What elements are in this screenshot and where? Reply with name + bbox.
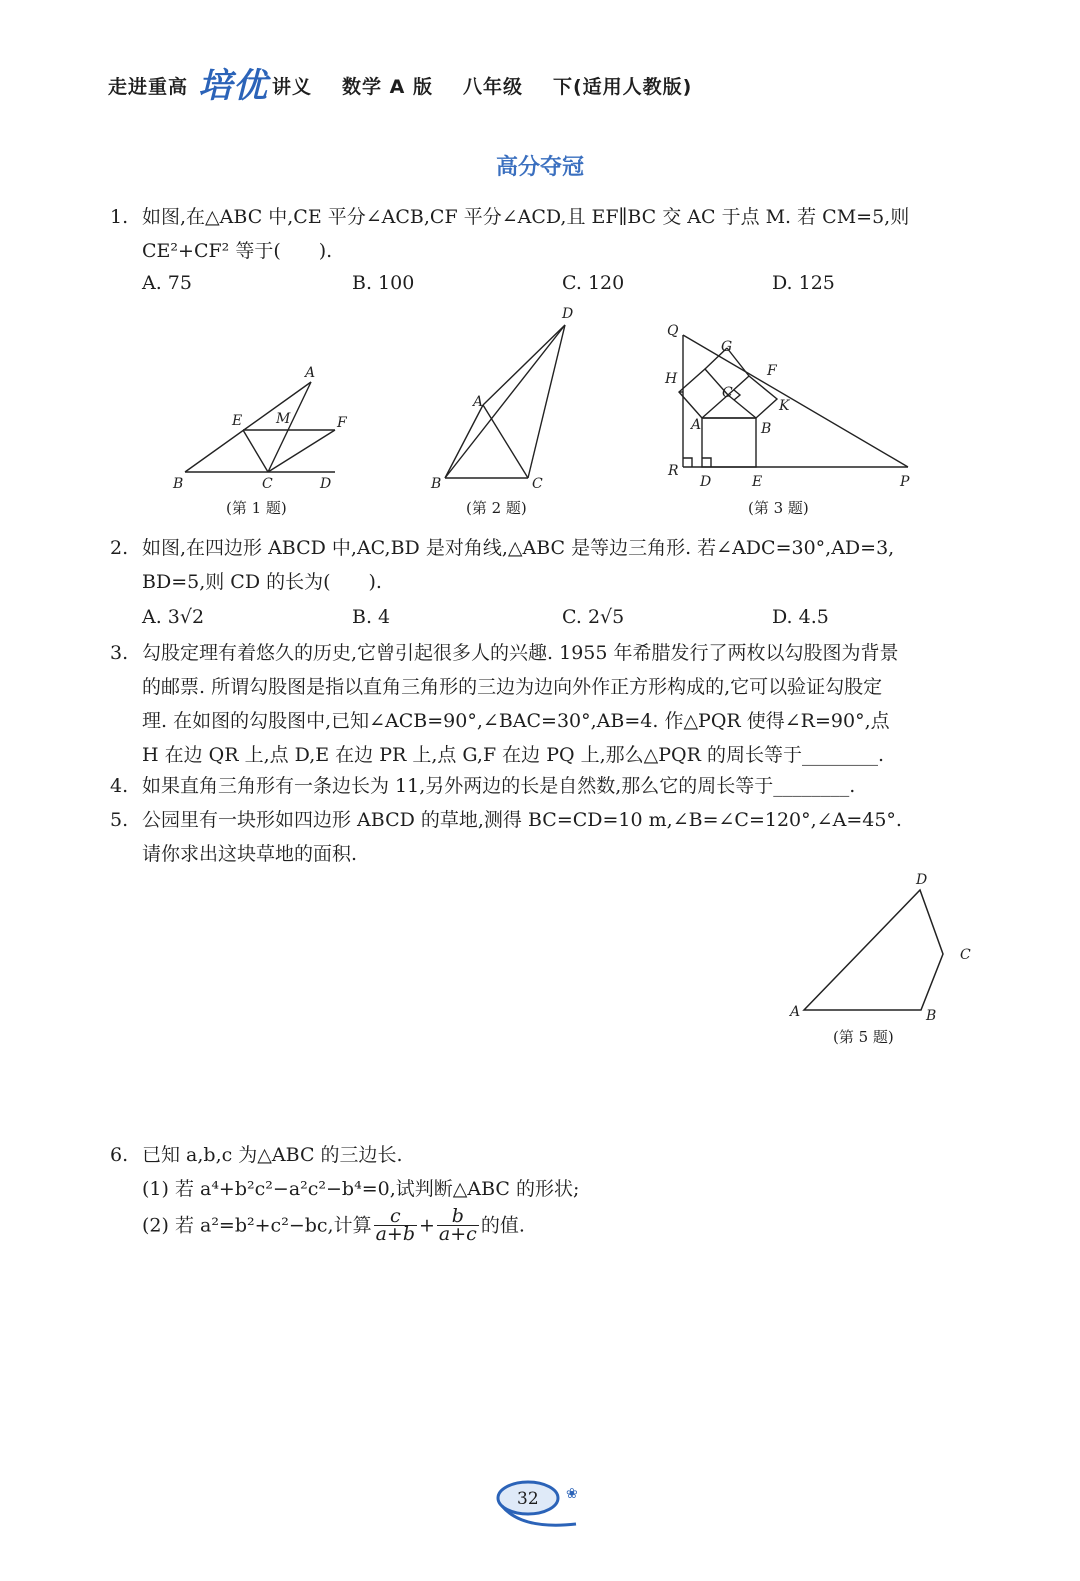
figure-3-caption: (第 3 题) (748, 499, 809, 517)
section-title: 高分夺冠 (495, 155, 584, 180)
fig3-label-p: P (900, 474, 910, 490)
page-badge-ornament (492, 1478, 592, 1534)
fig1-label-m: M (276, 411, 291, 427)
q3-line1: 勾股定理有着悠久的历史,它曾引起很多人的兴趣. 1955 年希腊发行了两枚以勾股图为背景 (142, 642, 899, 664)
q3-line2: 的邮票. 所谓勾股图是指以直角三角形的三边为边向外作正方形构成的,它可以验证勾股定 (142, 676, 883, 698)
fig2-label-b: B (431, 476, 442, 492)
question-2 (110, 531, 894, 599)
q1-line2: CE²+CF² 等于( ). (142, 240, 333, 262)
fig2-label-d: D (562, 306, 574, 322)
q6-frac2-denominator: a+c (438, 1223, 477, 1245)
q6-part2-post: 的值. (480, 1214, 525, 1237)
page-number-badge (492, 1478, 592, 1538)
q6-line1: 已知 a,b,c 为△ABC 的三边长. (142, 1144, 403, 1166)
header-subject: 数学 A 版 (342, 76, 433, 98)
fig5-label-d: D (916, 872, 928, 888)
fig2-label-c: C (532, 476, 543, 492)
fig3-label-q: Q (667, 323, 679, 339)
page-number: 32 (517, 1489, 539, 1509)
q2-option-a: A. 3√2 (142, 606, 205, 628)
q5-number: 5. (110, 809, 129, 831)
q6-part2 (142, 1205, 525, 1245)
header-series: 讲义 (272, 76, 313, 98)
fig3-label-f: F (767, 363, 777, 379)
fig1-label-c: C (262, 476, 273, 492)
q5-line2: 请你求出这块草地的面积. (142, 843, 358, 865)
q4-number: 4. (110, 775, 129, 797)
q6-frac2-numerator: b (437, 1208, 479, 1226)
q2-line2: BD=5,则 CD 的长为( ). (142, 571, 382, 593)
question-6 (110, 1138, 579, 1206)
q1-line1: 如图,在△ABC 中,CE 平分∠ACB,CF 平分∠ACD,且 EF∥BC 交 AC 于点 M. 若 CM=5,则 (142, 206, 910, 228)
header-volume: 下(适用人教版) (552, 76, 693, 98)
fig3-label-b: B (761, 421, 772, 437)
fig1-label-d: D (320, 476, 332, 492)
figure-1-caption: (第 1 题) (226, 499, 287, 517)
q2-number: 2. (110, 537, 129, 559)
fig3-label-a: A (691, 417, 702, 433)
fig3-label-k: K (779, 398, 790, 414)
question-3 (110, 636, 899, 772)
q6-frac1-numerator: c (374, 1208, 417, 1226)
svg-text:❀: ❀ (566, 1486, 578, 1502)
figure-3 (655, 315, 920, 495)
question-4 (110, 769, 855, 803)
figure-2 (425, 300, 595, 495)
q1-number: 1. (110, 206, 129, 228)
q2-option-d: D. 4.5 (772, 606, 829, 628)
q6-fraction-1 (374, 1205, 417, 1245)
q6-number: 6. (110, 1144, 129, 1166)
q1-option-c: C. 120 (562, 272, 625, 294)
fig1-label-f: F (337, 415, 347, 431)
fig3-label-c: C (722, 385, 733, 401)
q6-part1: (1) 若 a⁴+b²c²−a²c²−b⁴=0,试判断△ABC 的形状; (142, 1178, 580, 1200)
fig3-label-e: E (752, 474, 763, 490)
fig3-label-d: D (700, 474, 712, 490)
q6-plus: + (419, 1214, 435, 1237)
fig1-label-e: E (232, 413, 243, 429)
q2-option-c: C. 2√5 (562, 606, 625, 628)
q4-line1: 如果直角三角形有一条边长为 11,另外两边的长是自然数,那么它的周长等于________. (142, 775, 856, 797)
fig5-label-b: B (926, 1008, 937, 1024)
q1-option-a: A. 75 (142, 272, 192, 294)
q6-part2-pre: (2) 若 a²=b²+c²−bc,计算 (142, 1214, 372, 1237)
q6-fraction-2 (437, 1205, 479, 1245)
q6-frac1-denominator: a+b (375, 1223, 415, 1245)
fig5-label-a: A (790, 1004, 801, 1020)
q2-line1: 如图,在四边形 ABCD 中,AC,BD 是对角线,△ABC 是等边三角形. 若∠ADC=30°,AD=3, (142, 537, 895, 559)
fig2-label-a: A (473, 394, 484, 410)
question-1 (110, 200, 909, 268)
q3-line4: H 在边 QR 上,点 D,E 在边 PR 上,点 G,F 在边 PQ 上,那么△PQR 的周长等于________. (142, 744, 885, 766)
fig5-label-c: C (960, 947, 971, 963)
q5-line1: 公园里有一块形如四边形 ABCD 的草地,测得 BC=CD=10 m,∠B=∠C=120°,∠A=45°. (142, 809, 902, 831)
q3-line3: 理. 在如图的勾股图中,已知∠ACB=90°,∠BAC=30°,AB=4. 作△PQR 使得∠R=90°,点 (142, 710, 890, 732)
question-5 (110, 803, 902, 871)
header-brand: 走进重高 (108, 76, 189, 98)
figure-2-caption: (第 2 题) (466, 499, 527, 517)
figure-1 (165, 355, 355, 495)
q3-number: 3. (110, 642, 129, 664)
fig1-label-b: B (173, 476, 184, 492)
figure-5 (780, 868, 980, 1028)
q2-option-b: B. 4 (352, 606, 391, 628)
fig1-label-a: A (305, 365, 316, 381)
header-logo: 培优 (198, 66, 269, 106)
fig3-label-g: G (721, 339, 733, 355)
q1-option-d: D. 125 (772, 272, 835, 294)
fig3-label-h: H (665, 371, 678, 387)
figure-5-caption: (第 5 题) (833, 1028, 894, 1046)
fig3-label-r: R (668, 463, 679, 479)
q1-option-b: B. 100 (352, 272, 415, 294)
running-header (108, 54, 693, 106)
header-grade: 八年级 (462, 76, 523, 98)
